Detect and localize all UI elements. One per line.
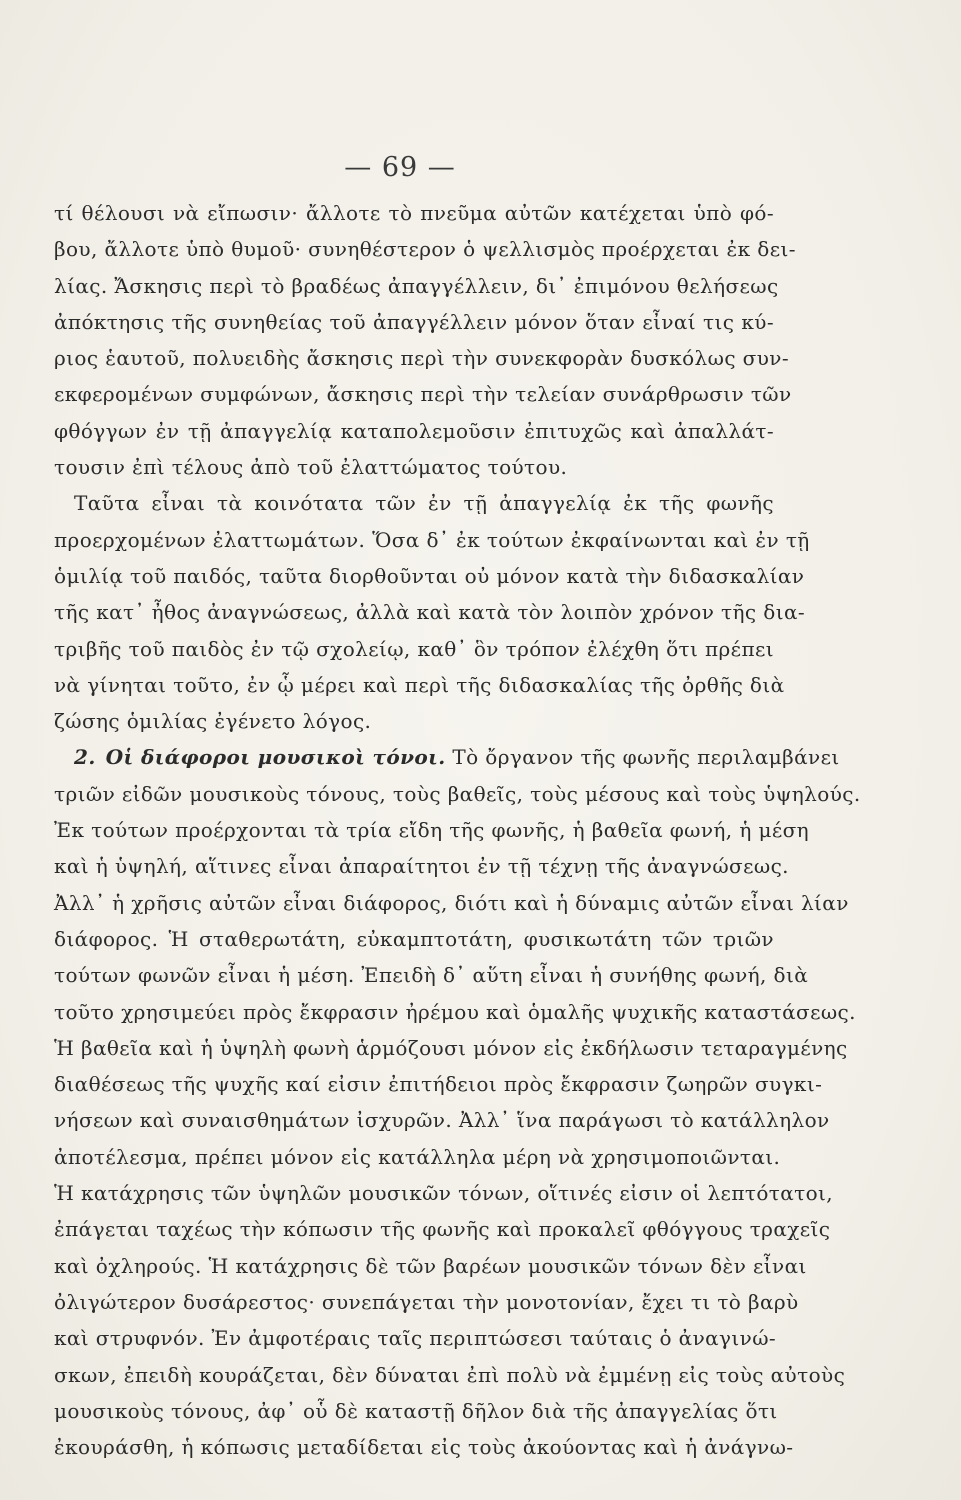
- text-line: ὁμιλίᾳ τοῦ παιδός, ταῦτα διορθοῦνται οὐ μόνον κατὰ τὴν διδασκαλίαν: [54, 563, 805, 588]
- text-line: ἀπόκτησις τῆς συνηθείας τοῦ ἀπαγγέλλειν μόνον ὅταν εἶναί τις κύ-: [54, 309, 774, 334]
- text-line: Ἀλλ᾽ ἡ χρῆσις αὐτῶν εἶναι διάφορος, διότι καὶ ἡ δύναμις αὐτῶν εἶναι λίαν: [54, 890, 849, 915]
- text-line: τῆς κατ᾽ ἦθος ἀναγνώσεως, ἀλλὰ καὶ κατὰ τὸν λοιπὸν χρόνον τῆς δια-: [54, 600, 806, 625]
- text-line: Ταῦτα εἶναι τὰ κοινότατα τῶν ἐν τῇ ἀπαγγελίᾳ ἐκ τῆς φωνῆς: [74, 491, 774, 516]
- text-line: σκων, ἐπειδὴ κουράζεται, δὲν δύναται ἐπὶ πολὺ νὰ ἐμμένῃ εἰς τοὺς αὐτοὺς: [54, 1362, 846, 1387]
- paragraph-2: [54, 485, 810, 739]
- page-number: — 69 —: [344, 152, 456, 183]
- text-line: καὶ ὀχληρούς. Ἡ κατάχρησις δὲ τῶν βαρέων μουσικῶν τόνων δὲν εἶναι: [54, 1253, 807, 1278]
- text-line: λίας. Ἄσκησις περὶ τὸ βραδέως ἀπαγγέλλειν, δι᾽ ἐπιμόνου θελήσεως: [54, 273, 779, 298]
- text-line: ἀποτέλεσμα, πρέπει μόνον εἰς κατάλληλα μέρη νὰ χρησιμοποιῶνται.: [54, 1144, 781, 1169]
- text-line: διάφορος. Ἡ σταθερωτάτη, εὐκαμπτοτάτη, φυσικωτάτη τῶν τριῶν: [54, 926, 774, 951]
- text-line: διαθέσεως τῆς ψυχῆς καί εἰσιν ἐπιτήδειοι πρὸς ἔκφρασιν ζωηρῶν συγκι-: [54, 1072, 823, 1097]
- paragraph-1: [54, 195, 796, 485]
- section-number: 2.: [74, 745, 96, 770]
- text-line: Ἡ βαθεῖα καὶ ἡ ὑψηλὴ φωνὴ ἁρμόζουσι μόνον εἰς ἐκδήλωσιν τεταραγμένης: [54, 1035, 848, 1060]
- text-line: φθόγγων ἐν τῇ ἀπαγγελίᾳ καταπολεμοῦσιν ἐπιτυχῶς καὶ ἀπαλλάτ-: [54, 418, 774, 443]
- text-line: τοῦτο χρησιμεύει πρὸς ἔκφρασιν ἠρέμου καὶ ὁμαλῆς ψυχικῆς καταστάσεως.: [54, 999, 856, 1024]
- text-line: ἐπάγεται ταχέως τὴν κόπωσιν τῆς φωνῆς καὶ προκαλεῖ φθόγγους τραχεῖς: [54, 1217, 831, 1242]
- text-line: τουσιν ἐπὶ τέλους ἀπὸ τοῦ ἐλαττώματος τούτου.: [54, 455, 568, 480]
- text-line: προερχομένων ἐλαττωμάτων. Ὅσα δ᾽ ἐκ τούτων ἐκφαίνωνται καὶ ἐν τῇ: [54, 527, 810, 552]
- text-line: βου, ἄλλοτε ὑπὸ θυμοῦ· συνηθέστερον ὁ ψελλισμὸς προέρχεται ἐκ δει-: [54, 237, 796, 262]
- body-text: [54, 195, 861, 1465]
- text-line: Ἐκ τούτων προέρχονται τὰ τρία εἴδη τῆς φωνῆς, ἡ βαθεῖα φωνή, ἡ μέση: [54, 818, 810, 843]
- section-2: [54, 739, 861, 1465]
- text-line: ζώσης ὁμιλίας ἐγένετο λόγος.: [54, 709, 372, 734]
- text-line: ριος ἑαυτοῦ, πολυειδὴς ἄσκησις περὶ τὴν συνεκφορὰν δυσκόλως συν-: [54, 346, 790, 371]
- text-line: τί θέλουσι νὰ εἴπωσιν· ἄλλοτε τὸ πνεῦμα αὐτῶν κατέχεται ὑπὸ φό-: [54, 201, 774, 225]
- text-line: καὶ ἡ ὑψηλή, αἵτινες εἶναι ἀπαραίτητοι ἐν τῇ τέχνῃ τῆς ἀναγνώσεως.: [54, 854, 789, 879]
- text-line: νήσεων καὶ συναισθημάτων ἰσχυρῶν. Ἀλλ᾽ ἵνα παράγωσι τὸ κατάλληλον: [54, 1108, 830, 1133]
- text-line: μουσικοὺς τόνους, ἀφ᾽ οὗ δὲ καταστῇ δῆλον διὰ τῆς ἀπαγγελίας ὅτι: [54, 1398, 778, 1423]
- text-line: τριβῆς τοῦ παιδὸς ἐν τῷ σχολείῳ, καθ᾽ ὃν τρόπον ἐλέχθη ὅτι πρέπει: [54, 636, 774, 661]
- text-line: τούτων φωνῶν εἶναι ἡ μέση. Ἐπειδὴ δ᾽ αὕτη εἶναι ἡ συνήθης φωνή, διὰ: [54, 963, 809, 988]
- text-line: εκφερομένων συμφώνων, ἄσκησις περὶ τὴν τελείαν συνάρθρωσιν τῶν: [54, 382, 792, 407]
- text-line: τριῶν εἰδῶν μουσικοὺς τόνους, τοὺς βαθεῖς, τοὺς μέσους καὶ τοὺς ὑψηλούς.: [54, 781, 861, 806]
- section-heading-line: [54, 739, 840, 775]
- text-line: νὰ γίνηται τοῦτο, ἐν ᾧ μέρει καὶ περὶ τῆς διδασκαλίας τῆς ὀρθῆς διὰ: [54, 672, 785, 697]
- text-line: καὶ στρυφνόν. Ἐν ἀμφοτέραις ταῖς περιπτώσεσι ταύταις ὁ ἀναγινώ-: [54, 1326, 777, 1351]
- section-heading: Οἱ διάφοροι μουσικοὶ τόνοι.: [105, 745, 446, 770]
- text-line: ὀλιγώτερον δυσάρεστος· συνεπάγεται τὴν μονοτονίαν, ἔχει τι τὸ βαρὺ: [54, 1289, 799, 1314]
- text-line: Ἡ κατάχρησις τῶν ὑψηλῶν μουσικῶν τόνων, οἵτινές εἰσιν οἱ λεπτότατοι,: [54, 1181, 834, 1206]
- section-first-line-text: Τὸ ὄργανον τῆς φωνῆς περιλαμβάνει: [452, 745, 840, 770]
- text-line: ἐκουράσθη, ἡ κόπωσις μεταδίδεται εἰς τοὺς ἀκούοντας καὶ ἡ ἀνάγνω-: [54, 1435, 794, 1460]
